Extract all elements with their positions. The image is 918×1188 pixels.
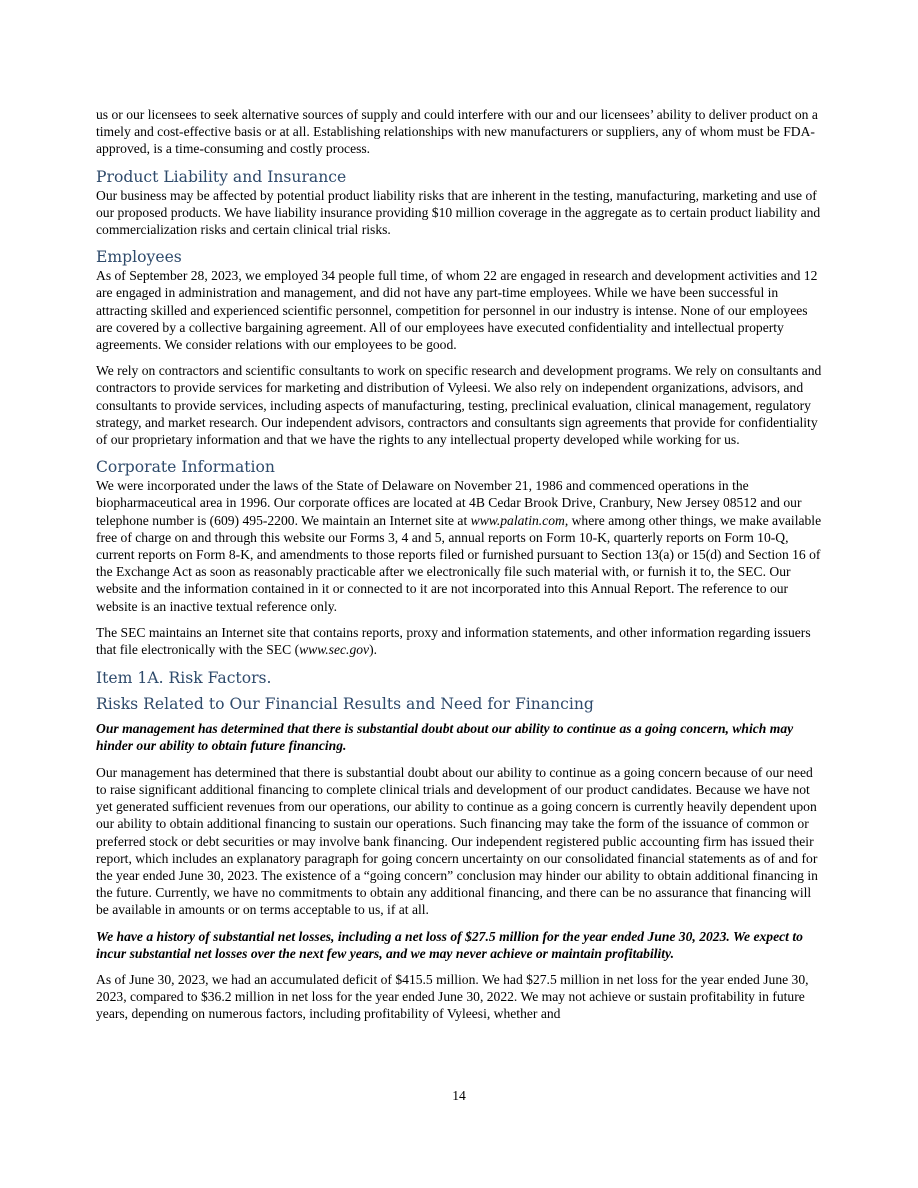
risk-title-going-concern: Our management has determined that there is substantial doubt about our ability to continue as a going concern, which may hinder our ability to obtain future financing. <box>96 721 794 754</box>
risk-title-net-losses: We have a history of substantial net losses, including a net loss of $27.5 million for the year ended June 30, 2023. We expect to incur substantial net losses over the next few years, and we may never achieve or maintain profitability. <box>96 928 803 961</box>
corporate-text: The SEC maintains an Internet site that contains reports, proxy and information statements, and other information regarding issuers that file electronically with the SEC ( <box>96 624 811 658</box>
employees-paragraph-2: We rely on contractors and scientific consultants to work on specific research and development programs. We rely on consultants and contractors to provide services for marketing and distribution of Vyleesi. We also rely on independent organizations, advisors, and consultants to provide services, including aspects of manufacturing, testing, preclinical evaluation, clinical management, regulatory strategy, and market research. Our independent advisors, contractors and consultants sign agreements that provide for confidentiality of our proprietary information and that we have the rights to any intellectual property developed while working for us. <box>96 363 822 448</box>
section-heading-financial-risks: Risks Related to Our Financial Results and Need for Financing <box>96 695 594 714</box>
section-heading-item-1a: Item 1A. Risk Factors. <box>96 669 272 688</box>
corporate-text: ). <box>369 642 378 658</box>
section-heading-product-liability: Product Liability and Insurance <box>96 167 347 186</box>
continuation-paragraph: us or our licensees to seek alternative sources of supply and could interfere with our and our licensees’ ability to deliver product on a timely and cost-effective basis or at all. Establishing relationships with new manufacturers or suppliers, any of whom must be FDA-approved, is a time-consuming and costly process. <box>96 107 818 157</box>
page-number: 14 <box>452 1088 466 1103</box>
corporate-text: We were incorporated under the laws of the State of Delaware on November 21, 1986 and commenced operations in the biopharmaceutical area in 1996. Our corporate offices are located at 4B Cedar Brook Drive, Cranbury, New Jersey 08512 and our telephone number is (609) 495-2200. We maintain an Internet site at <box>96 478 802 528</box>
corporate-paragraph-2 <box>96 624 824 658</box>
corporate-paragraph-1 <box>96 477 824 615</box>
risk-body-going-concern: Our management has determined that there is substantial doubt about our ability to continue as a going concern because of our need to raise significant additional financing to complete clinical trials and development of our product candidates. Because we have not yet generated sufficient revenues from our operations, our ability to continue as a going concern is currently heavily dependent upon our ability to obtain additional financing to sustain our operations. Such financing may take the form of the issuance of common or preferred stock or debt securities or may involve bank financing. Our independent registered public accounting firm has issued their report, which includes an explanatory paragraph for going concern uncertainty on our consolidated financial statements as of and for the year ended June 30, 2023. The existence of a “going concern” conclusion may hinder our ability to obtain additional financing in the future. Currently, we have no commitments to obtain any additional financing, and there can be no assurance that financing will be available in amounts or on terms acceptable to us, if at all. <box>96 764 818 918</box>
section-heading-employees: Employees <box>96 248 182 267</box>
product-liability-paragraph: Our business may be affected by potential product liability risks that are inherent in the testing, manufacturing, marketing and use of our proposed products. We have liability insurance providing $10 million coverage in the aggregate as to certain product liability and commercialization risks and certain clinical trial risks. <box>96 187 821 238</box>
employees-paragraph-1: As of September 28, 2023, we employed 34 people full time, of whom 22 are engaged in research and development activities and 12 are engaged in administration and management, and did not have any part-time employees. While we have been successful in attracting skilled and experienced scientific personnel, competition for personnel in our industry is intense. None of our employees are covered by a collective bargaining agreement. All of our employees have executed confidentiality and intellectual property agreements. We consider relations with our employees to be good. <box>96 268 818 353</box>
section-heading-corporate-information: Corporate Information <box>96 458 275 477</box>
document-page <box>96 106 824 1032</box>
palatin-website-link: www.palatin.com <box>470 512 565 528</box>
corporate-text: , where among other things, we make available free of charge on and through this website our Forms 3, 4 and 5, annual reports on Form 10-K, quarterly reports on Form 10-Q, current reports on Form 8-K, and amendments to those reports filed or furnished pursuant to Section 13(a) or 15(d) and Section 16 of the Exchange Act as soon as reasonably practicable after we electronically file such material with, or furnish it to, the SEC. Our website and the information contained in it or connected to it are not incorporated into this Annual Report. The reference to our website is an inactive textual reference only. <box>96 512 822 614</box>
risk-body-net-losses: As of June 30, 2023, we had an accumulated deficit of $415.5 million. We had $27.5 million in net loss for the year ended June 30, 2023, compared to $36.2 million in net loss for the year ended June 30, 2022. We may not achieve or sustain profitability in future years, depending on numerous factors, including profitability of Vyleesi, whether and <box>96 971 809 1022</box>
sec-website-link: www.sec.gov <box>299 642 370 658</box>
